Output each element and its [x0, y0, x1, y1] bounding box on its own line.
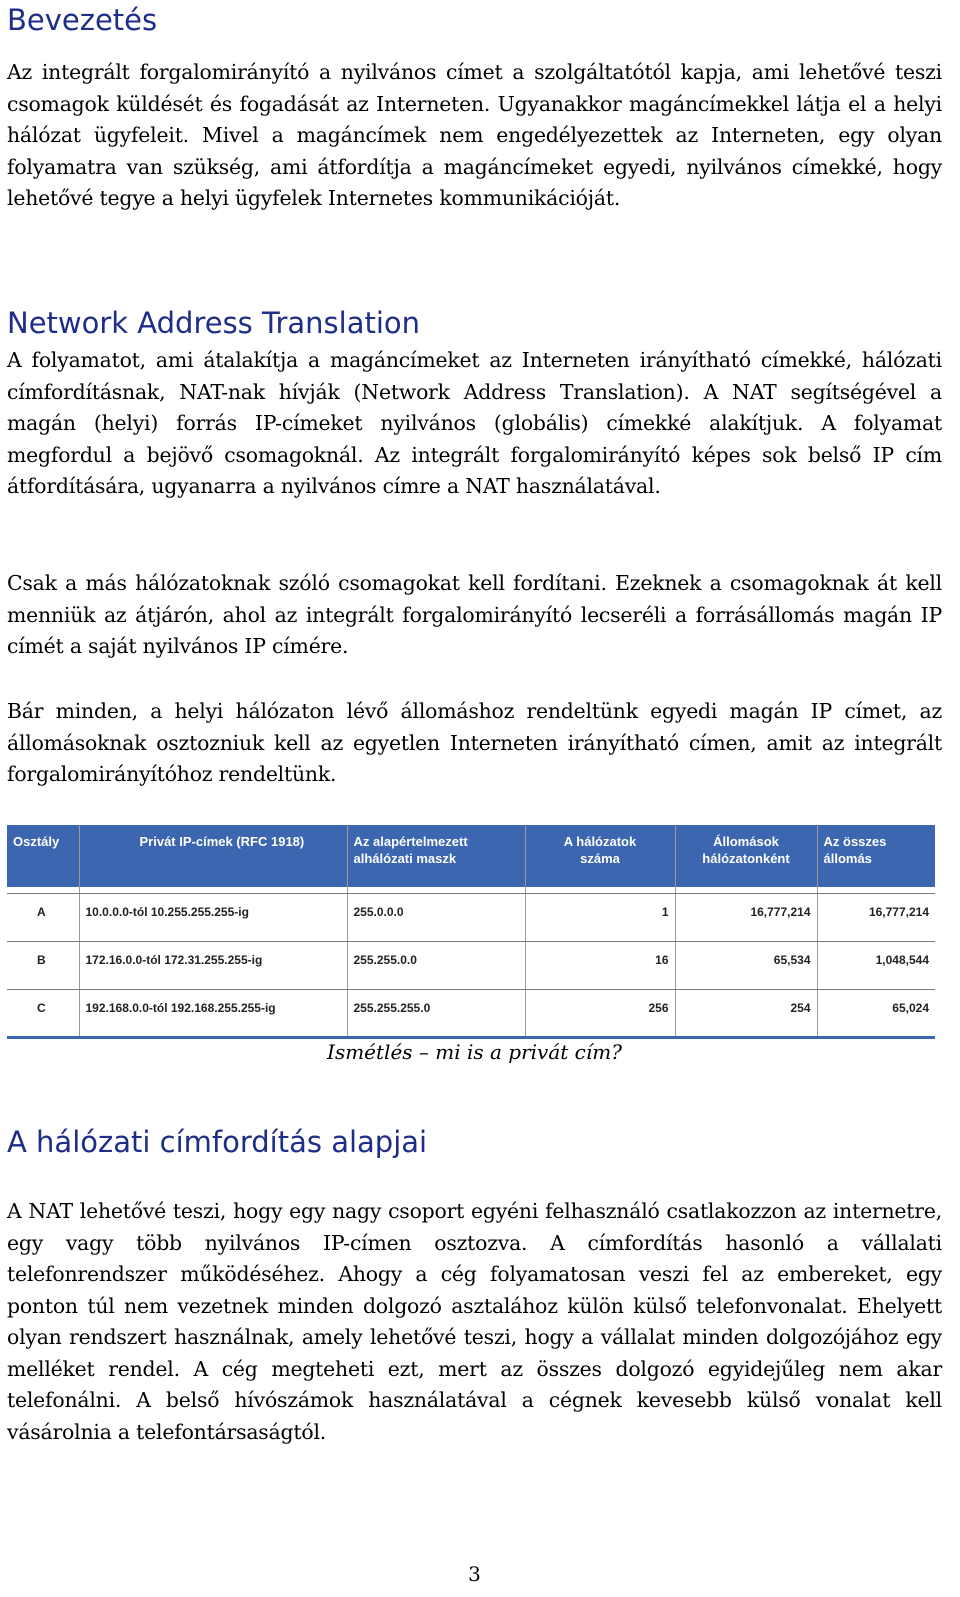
- section-heading-intro: Bevezetés: [7, 3, 158, 37]
- cell-mask: 255.255.0.0: [347, 941, 525, 989]
- cell-class: B: [7, 941, 79, 989]
- paragraph-nat-1: A folyamatot, ami átalakítja a magáncímeket az Interneten irányítható címekké, hálózati címfordításnak, NAT-nak hívják (Network Address Translation). A NAT segítségével a magán (helyi) forrás IP-címeket nyilvános (globális) címekké alakítjuk. A folyamat megfordul a bejövő csomagoknál. Az integrált forgalomirányító képes sok belső IP cím átfordítására, ugyanarra a nyilvános címre a NAT használatával.: [7, 348, 942, 498]
- cell-mask: 255.0.0.0: [347, 893, 525, 941]
- table-row: [7, 941, 935, 989]
- header-network-count: A hálózatok száma: [525, 825, 675, 887]
- header-private-ip: Privát IP-címek (RFC 1918): [79, 825, 347, 887]
- section-heading-basics: A hálózati címfordítás alapjai: [7, 1125, 428, 1159]
- cell-hosts: 16,777,214: [675, 893, 817, 941]
- cell-range: 172.16.0.0-tól 172.31.255.255-ig: [79, 941, 347, 989]
- paragraph-intro: Az integrált forgalomirányító a nyilvános címet a szolgáltatótól kapja, ami lehetővé teszi csomagok küldését és fogadását az Interneten. Ugyanakkor magáncímekkel látja el a helyi hálózat ügyfeleit. Mivel a magáncímek nem engedélyezettek az Interneten, egy olyan folyamatra van szükség, ami átfordítja a magáncímeket egyedi, nyilvános címekké, hogy lehetővé tegye a helyi ügyfelek Internetes kommunikációját.: [7, 60, 942, 210]
- paragraph-nat-2: Csak a más hálózatoknak szóló csomagokat kell fordítani. Ezeknek a csomagoknak át kell menniük az átjárón, ahol az integrált forgalomirányító lecseréli a forrásállomás magán IP címét a saját nyilvános IP címére.: [7, 571, 942, 658]
- table-header-row: [7, 825, 935, 887]
- paragraph-basics: A NAT lehetővé teszi, hogy egy nagy csoport egyéni felhasználó csatlakozzon az internetre, egy vagy több nyilvános IP-címen osztozva. A címfordítás hasonló a vállalati telefonrendszer működéséhez. Ahogy a cég folyamatosan veszi fel az embereket, egy ponton túl nem vezetnek minden dolgozó asztalához külön külső telefonvonalat. Ehelyett olyan rendszert használnak, amely lehetővé teszi, hogy a vállalat minden dolgozójához egy melléket rendel. A cég megteheti ezt, mert az összes dolgozó egyidejűleg nem akar telefonálni. A belső hívószámok használatával a cégnek kevesebb külső vonalat kell vásárolnia a telefontársaságtól.: [7, 1199, 942, 1444]
- private-ip-table: [7, 825, 935, 1039]
- header-class: Osztály: [13, 834, 60, 849]
- cell-class: A: [7, 893, 79, 941]
- table-row: [7, 989, 935, 1037]
- page-number: 3: [468, 1562, 481, 1586]
- cell-networks: 256: [525, 989, 675, 1037]
- cell-total: 1,048,544: [817, 941, 935, 989]
- cell-hosts: 254: [675, 989, 817, 1037]
- section-heading-nat: Network Address Translation: [7, 306, 421, 340]
- table-caption: Ismétlés – mi is a privát cím?: [327, 1040, 622, 1064]
- cell-hosts: 65,534: [675, 941, 817, 989]
- header-default-mask: Az alapértelmezett alhálózati maszk: [347, 825, 525, 887]
- paragraph-nat-3: Bár minden, a helyi hálózaton lévő állomáshoz rendeltünk egyedi magán IP címet, az állomásoknak osztozniuk kell az egyetlen Interneten irányítható címen, amit az integrált forgalomirányítóhoz rendeltünk.: [7, 699, 942, 786]
- cell-total: 16,777,214: [817, 893, 935, 941]
- table-row: [7, 893, 935, 941]
- cell-range: 10.0.0.0-tól 10.255.255.255-ig: [79, 893, 347, 941]
- private-ip-table-figure: [7, 825, 935, 1033]
- cell-mask: 255.255.255.0: [347, 989, 525, 1037]
- header-total-hosts: Az összes állomás: [817, 825, 935, 887]
- cell-class: C: [7, 989, 79, 1037]
- cell-networks: 1: [525, 893, 675, 941]
- header-hosts-per-network: Állomások hálózatonként: [675, 825, 817, 887]
- cell-range: 192.168.0.0-tól 192.168.255.255-ig: [79, 989, 347, 1037]
- cell-networks: 16: [525, 941, 675, 989]
- cell-total: 65,024: [817, 989, 935, 1037]
